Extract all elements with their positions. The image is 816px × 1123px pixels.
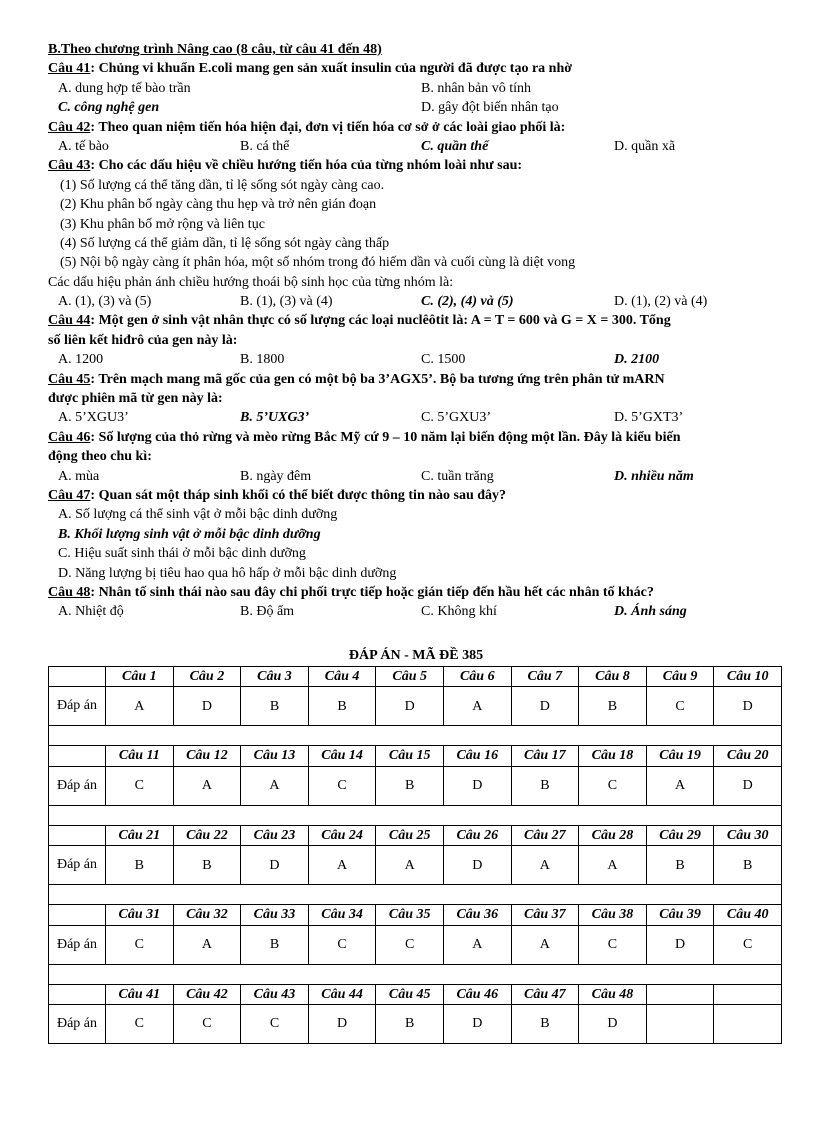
- question-number-cell: Câu 46: [443, 984, 511, 1004]
- question-46: [48, 428, 784, 447]
- question-text-cont: được phiên mã từ gen này là:: [48, 391, 223, 407]
- question-number-cell: Câu 48: [579, 984, 647, 1004]
- answer-cell: B: [376, 766, 444, 805]
- option-b-correct: B. 5’UXG3’: [240, 410, 310, 426]
- question-text-cont: động theo chu kì:: [48, 449, 152, 465]
- question-text: : Một gen ở sinh vật nhân thực có số lượng các loại nuclêôtit là: A = T = 600 và G = X = 300. Tổng: [90, 313, 671, 329]
- exam-page: [48, 40, 784, 1032]
- question-number-cell: Câu 34: [308, 905, 376, 925]
- question-number-cell: Câu 16: [443, 746, 511, 766]
- answer-cell: A: [106, 687, 174, 726]
- question-number-cell: Câu 41: [106, 984, 174, 1004]
- statement-1: (1) Số lượng cá thể tăng dần, tỉ lệ sống sót ngày càng cao.: [60, 177, 385, 193]
- question-number-cell: [714, 984, 782, 1004]
- answer-value-row: [49, 846, 782, 885]
- header-blank-cell: [49, 984, 106, 1004]
- spacer-row: [49, 805, 782, 825]
- options-row: [48, 292, 784, 311]
- question-number-cell: Câu 32: [173, 905, 241, 925]
- answer-cell: D: [308, 1005, 376, 1044]
- question-42: [48, 118, 784, 137]
- question-45: [48, 370, 784, 389]
- answer-cell: C: [106, 766, 174, 805]
- question-number-cell: Câu 19: [646, 746, 714, 766]
- option-c: C. 1500: [421, 352, 466, 368]
- question-number-cell: Câu 4: [308, 667, 376, 687]
- answer-value-row: [49, 766, 782, 805]
- option-d: D. (1), (2) và (4): [614, 294, 708, 310]
- answer-value-row: [49, 1005, 782, 1044]
- answer-cell: D: [714, 766, 782, 805]
- answer-cell: C: [106, 1005, 174, 1044]
- answer-row-label: Đáp án: [49, 1005, 106, 1044]
- options-row: [48, 98, 784, 117]
- option-d: D. Năng lượng bị tiêu hao qua hô hấp ở mỗi bậc dinh dưỡng: [58, 565, 397, 581]
- section-title: B.Theo chương trình Nâng cao (8 câu, từ câu 41 đến 48): [48, 42, 382, 57]
- answer-cell: B: [511, 1005, 579, 1044]
- answer-cell: [646, 1005, 714, 1044]
- question-number-cell: Câu 10: [714, 667, 782, 687]
- question-text: : Trên mạch mang mã gốc của gen có một bộ ba 3’AGX5’. Bộ ba tương ứng trên phân tử mARN: [90, 371, 665, 387]
- question-44: [48, 311, 784, 330]
- question-text: : Quan sát một tháp sinh khối có thể biết được thông tin nào sau đây?: [90, 487, 507, 503]
- header-blank-cell: [49, 746, 106, 766]
- answer-cell: A: [241, 766, 309, 805]
- question-number-cell: Câu 22: [173, 825, 241, 845]
- question-number-cell: Câu 15: [376, 746, 444, 766]
- answer-cell: A: [579, 846, 647, 885]
- answer-cell: D: [443, 766, 511, 805]
- answer-cell: C: [376, 925, 444, 964]
- option-b: B. Độ ẩm: [240, 604, 295, 620]
- question-number-cell: Câu 9: [646, 667, 714, 687]
- question-number-cell: Câu 2: [173, 667, 241, 687]
- question-number: Câu 45: [48, 371, 91, 387]
- answer-row-label: Đáp án: [49, 925, 106, 964]
- question-number: Câu 44: [48, 313, 91, 329]
- question-number-cell: Câu 36: [443, 905, 511, 925]
- option-c: C. tuần trăng: [421, 468, 494, 484]
- answer-cell: A: [646, 766, 714, 805]
- spacer-row: [49, 726, 782, 746]
- question-43: [48, 156, 784, 175]
- question-number-cell: Câu 17: [511, 746, 579, 766]
- question-number-cell: Câu 31: [106, 905, 174, 925]
- option-b: B. cá thể: [240, 138, 290, 154]
- option-a: A. 5’XGU3’: [58, 410, 129, 426]
- options-row: [48, 137, 784, 156]
- option-d-correct: D. nhiều năm: [614, 468, 694, 484]
- answer-cell: B: [106, 846, 174, 885]
- answer-cell: [714, 1005, 782, 1044]
- question-text: : Theo quan niệm tiến hóa hiện đại, đơn vị tiến hóa cơ sở ở các loài giao phối là:: [90, 119, 566, 135]
- option-a: A. Nhiệt độ: [58, 604, 124, 620]
- answer-cell: B: [376, 1005, 444, 1044]
- option-c: C. Không khí: [421, 604, 497, 620]
- answer-cell: A: [511, 925, 579, 964]
- option-a: A. (1), (3) và (5): [58, 294, 152, 310]
- question-text: : Số lượng của thỏ rừng và mèo rừng Bắc Mỹ cứ 9 – 10 năm lại biến động một lần. Đây là kiểu biến: [90, 429, 681, 445]
- spacer-cell: [49, 726, 782, 746]
- question-prompt: Các dấu hiệu phản ánh chiều hướng thoái bộ sinh học của từng nhóm là:: [48, 274, 454, 290]
- question-number-cell: [646, 984, 714, 1004]
- option-c-correct: C. quần thể: [421, 138, 489, 154]
- answer-cell: C: [308, 766, 376, 805]
- header-blank-cell: [49, 667, 106, 687]
- question-number: Câu 42: [48, 119, 91, 135]
- answer-key-title: ĐÁP ÁN - MÃ ĐỀ 385: [348, 648, 484, 663]
- answer-cell: A: [443, 687, 511, 726]
- option-c-correct: C. (2), (4) và (5): [421, 294, 514, 310]
- answer-cell: D: [173, 687, 241, 726]
- answer-cell: C: [714, 925, 782, 964]
- answer-row-label: Đáp án: [49, 766, 106, 805]
- question-number: Câu 48: [48, 584, 91, 600]
- answer-cell: B: [241, 925, 309, 964]
- question-number-cell: Câu 33: [241, 905, 309, 925]
- question-number-cell: Câu 26: [443, 825, 511, 845]
- header-blank-cell: [49, 825, 106, 845]
- option-b: B. ngày đêm: [240, 468, 312, 484]
- question-number-cell: Câu 28: [579, 825, 647, 845]
- option-d-correct: D. 2100: [614, 352, 660, 368]
- answer-cell: C: [106, 925, 174, 964]
- answer-cell: B: [646, 846, 714, 885]
- options-row: [48, 408, 784, 427]
- answer-cell: B: [241, 687, 309, 726]
- question-number-cell: Câu 14: [308, 746, 376, 766]
- answer-cell: D: [443, 846, 511, 885]
- option-b: B. nhân bản vô tính: [421, 80, 532, 96]
- question-number-cell: Câu 30: [714, 825, 782, 845]
- option-b: B. (1), (3) và (4): [240, 294, 333, 310]
- question-number-cell: Câu 47: [511, 984, 579, 1004]
- question-number: Câu 47: [48, 487, 91, 503]
- answer-key-table: [48, 666, 782, 1044]
- option-a: A. Số lượng cá thể sinh vật ở mỗi bậc dinh dưỡng: [58, 507, 338, 523]
- spacer-cell: [49, 805, 782, 825]
- question-number-cell: Câu 13: [241, 746, 309, 766]
- question-number-cell: Câu 1: [106, 667, 174, 687]
- answer-cell: B: [579, 687, 647, 726]
- spacer-cell: [49, 885, 782, 905]
- statement-3: (3) Khu phân bố mở rộng và liên tục: [60, 216, 265, 232]
- answer-row-label: Đáp án: [49, 846, 106, 885]
- question-number-cell: Câu 6: [443, 667, 511, 687]
- question-text: : Cho các dấu hiệu về chiều hướng tiến hóa của từng nhóm loài như sau:: [90, 158, 523, 174]
- question-number-cell: Câu 27: [511, 825, 579, 845]
- answer-cell: A: [173, 766, 241, 805]
- question-text: : Chủng vi khuẩn E.coli mang gen sản xuất insulin của người đã được tạo ra nhờ: [90, 61, 572, 77]
- answer-cell: B: [173, 846, 241, 885]
- statement-5: (5) Nội bộ ngày càng ít phân hóa, một số nhóm trong đó hiếm dần và cuối cùng là diệt vong: [60, 255, 576, 271]
- answer-cell: D: [443, 1005, 511, 1044]
- question-number-cell: Câu 29: [646, 825, 714, 845]
- answer-cell: D: [646, 925, 714, 964]
- answer-cell: A: [376, 846, 444, 885]
- question-text: : Nhân tố sinh thái nào sau đây chi phối trực tiếp hoặc gián tiếp đến hầu hết các nhân tố khác?: [90, 584, 654, 600]
- answer-cell: C: [579, 925, 647, 964]
- question-48: [48, 583, 784, 602]
- answer-cell: D: [241, 846, 309, 885]
- option-c: C. 5’GXU3’: [421, 410, 491, 426]
- question-number-cell: Câu 38: [579, 905, 647, 925]
- answer-cell: C: [241, 1005, 309, 1044]
- question-number-cell: Câu 8: [579, 667, 647, 687]
- question-47: [48, 486, 784, 505]
- question-number-cell: Câu 12: [173, 746, 241, 766]
- option-a: A. 1200: [58, 352, 104, 368]
- question-number-cell: Câu 7: [511, 667, 579, 687]
- answer-cell: B: [714, 846, 782, 885]
- statement-2: (2) Khu phân bố ngày càng thu hẹp và trở nên gián đoạn: [60, 197, 377, 213]
- question-text-cont: số liên kết hiđrô của gen này là:: [48, 332, 238, 348]
- option-d: D. quần xã: [614, 138, 676, 154]
- question-number-cell: Câu 18: [579, 746, 647, 766]
- question-number: Câu 43: [48, 158, 91, 174]
- answer-cell: A: [173, 925, 241, 964]
- option-c-correct: C. công nghệ gen: [58, 100, 160, 116]
- spacer-row: [49, 885, 782, 905]
- options-row: [48, 79, 784, 98]
- question-number-cell: Câu 39: [646, 905, 714, 925]
- answer-header-row: [49, 667, 782, 687]
- option-b-correct: B. Khối lượng sinh vật ở mỗi bậc dinh dưỡng: [58, 526, 321, 542]
- question-number-cell: Câu 21: [106, 825, 174, 845]
- answer-cell: D: [714, 687, 782, 726]
- answer-cell: A: [443, 925, 511, 964]
- header-blank-cell: [49, 905, 106, 925]
- question-number-cell: Câu 3: [241, 667, 309, 687]
- question-number-cell: Câu 20: [714, 746, 782, 766]
- question-number-cell: Câu 11: [106, 746, 174, 766]
- option-d-correct: D. Ánh sáng: [614, 604, 687, 620]
- answer-cell: A: [308, 846, 376, 885]
- options-row: [48, 602, 784, 621]
- answer-cell: D: [376, 687, 444, 726]
- answer-header-row: [49, 746, 782, 766]
- question-number-cell: Câu 44: [308, 984, 376, 1004]
- question-number-cell: Câu 43: [241, 984, 309, 1004]
- answer-row-label: Đáp án: [49, 687, 106, 726]
- spacer-row: [49, 964, 782, 984]
- answer-cell: B: [511, 766, 579, 805]
- option-a: A. mùa: [58, 468, 100, 484]
- answer-cell: C: [308, 925, 376, 964]
- question-number: Câu 41: [48, 61, 91, 77]
- question-number-cell: Câu 25: [376, 825, 444, 845]
- answer-cell: D: [579, 1005, 647, 1044]
- answer-cell: B: [308, 687, 376, 726]
- question-number-cell: Câu 42: [173, 984, 241, 1004]
- answer-header-row: [49, 905, 782, 925]
- options-row: [48, 350, 784, 369]
- question-41: [48, 59, 784, 78]
- question-number-cell: Câu 40: [714, 905, 782, 925]
- question-number-cell: Câu 24: [308, 825, 376, 845]
- answer-cell: C: [646, 687, 714, 726]
- spacer-cell: [49, 964, 782, 984]
- answer-cell: C: [579, 766, 647, 805]
- option-b: B. 1800: [240, 352, 285, 368]
- option-a: A. tế bào: [58, 138, 109, 154]
- answer-header-row: [49, 984, 782, 1004]
- answer-cell: D: [511, 687, 579, 726]
- option-d: D. 5’GXT3’: [614, 410, 684, 426]
- option-a: A. dung hợp tế bào trần: [58, 80, 191, 96]
- statement-4: (4) Số lượng cá thể giảm dần, tỉ lệ sống sót ngày càng thấp: [60, 235, 390, 251]
- question-number-cell: Câu 37: [511, 905, 579, 925]
- option-c: C. Hiệu suất sinh thái ở mỗi bậc dinh dưỡng: [58, 546, 306, 562]
- answer-value-row: [49, 925, 782, 964]
- question-number-cell: Câu 23: [241, 825, 309, 845]
- option-d: D. gây đột biến nhân tạo: [421, 100, 559, 116]
- question-number-cell: Câu 35: [376, 905, 444, 925]
- answer-header-row: [49, 825, 782, 845]
- answer-cell: A: [511, 846, 579, 885]
- options-row: [48, 467, 784, 486]
- question-number-cell: Câu 45: [376, 984, 444, 1004]
- question-number-cell: Câu 5: [376, 667, 444, 687]
- answer-cell: C: [173, 1005, 241, 1044]
- question-number: Câu 46: [48, 429, 91, 445]
- answer-value-row: [49, 687, 782, 726]
